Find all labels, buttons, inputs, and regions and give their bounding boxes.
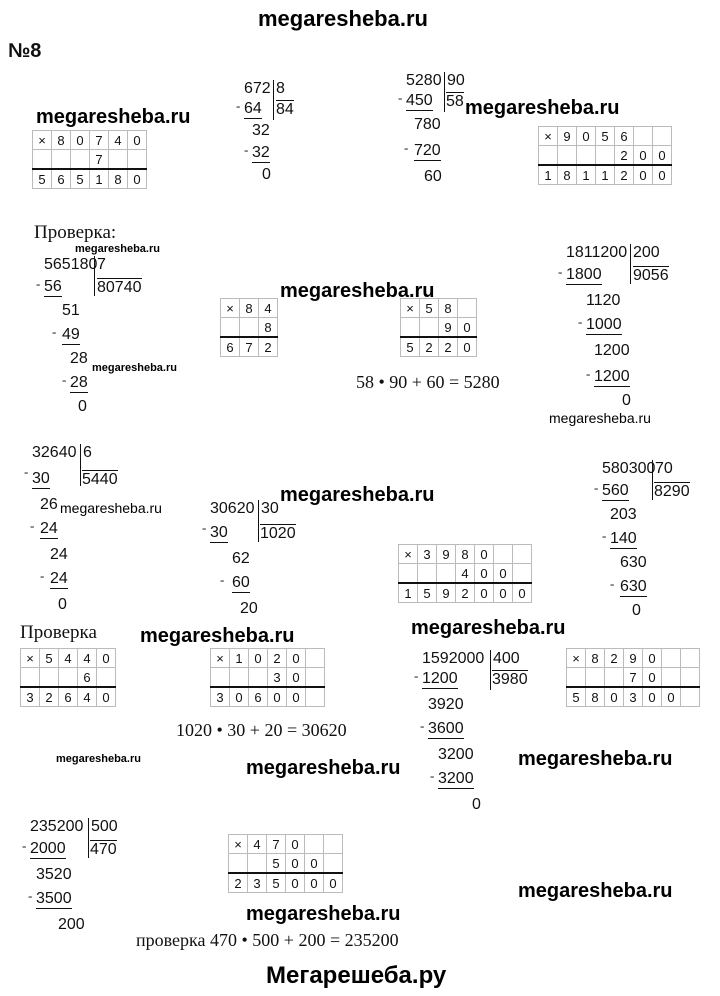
grid-cell (458, 299, 477, 318)
division-step: 1120 (586, 292, 621, 309)
grid-cell (577, 146, 596, 166)
grid-cell: 7 (240, 337, 259, 357)
grid-row (221, 337, 278, 357)
grid-cell (596, 146, 615, 166)
watermark: megaresheba.ru (75, 243, 160, 255)
quotient: 58 (446, 93, 464, 110)
grid-row (33, 169, 147, 189)
multiplication-grid (20, 648, 116, 707)
dividend: 5280 (406, 72, 442, 89)
division-step: 0 (262, 166, 271, 183)
grid-cell: × (211, 649, 230, 668)
grid-cell: 0 (230, 687, 249, 707)
grid-row (539, 146, 672, 166)
dividend: 235200 (30, 818, 84, 835)
grid-cell: 9 (558, 127, 577, 146)
multiplication-grid (228, 834, 343, 893)
grid-cell: 0 (577, 127, 596, 146)
divisor: 400 (490, 650, 520, 690)
grid-row (33, 131, 147, 150)
grid-cell: 5 (418, 583, 437, 603)
grid-cell: 0 (324, 873, 343, 893)
grid-cell: 0 (643, 687, 662, 707)
grid-row (229, 835, 343, 854)
division-step: 30 (32, 470, 50, 487)
grid-cell: 0 (305, 873, 324, 893)
division-step: 24 (50, 546, 68, 563)
grid-cell: 9 (624, 649, 643, 668)
grid-cell: 6 (221, 337, 240, 357)
grid-cell (324, 854, 343, 874)
division-step: 56 (44, 278, 62, 295)
grid-cell (306, 668, 325, 688)
division-step: 0 (78, 398, 87, 415)
division-step: 3500 (36, 890, 72, 907)
grid-cell: 5 (420, 299, 439, 318)
division-step: 0 (472, 796, 481, 813)
grid-row (21, 649, 116, 668)
grid-cell: 9 (437, 583, 456, 603)
dividend: 1592000 (422, 650, 485, 667)
grid-cell: 5 (596, 127, 615, 146)
division-step: 3600 (428, 720, 464, 737)
division-step: 32 (252, 122, 270, 139)
division-step: 200 (58, 916, 85, 933)
grid-cell (662, 668, 681, 688)
grid-cell: 6 (615, 127, 634, 146)
grid-cell: 6 (249, 687, 268, 707)
grid-cell: 4 (248, 835, 267, 854)
grid-cell: 0 (287, 649, 306, 668)
grid-cell: × (567, 649, 586, 668)
grid-cell (420, 318, 439, 338)
grid-cell: 0 (634, 146, 653, 166)
grid-row (221, 299, 278, 318)
division-step: 26 (40, 496, 58, 513)
grid-row (221, 318, 278, 338)
grid-cell: 1 (539, 165, 558, 185)
dividend: 32640 (32, 444, 77, 461)
watermark: megaresheba.ru (36, 106, 191, 128)
grid-cell: 9 (437, 545, 456, 564)
multiplication-grid (538, 126, 672, 185)
divisor: 70 (652, 460, 673, 500)
division-step: 1800 (566, 266, 602, 283)
check-equation: 58 • 90 + 60 = 5280 (356, 372, 500, 392)
grid-cell: 7 (90, 150, 109, 170)
grid-cell: 0 (97, 687, 116, 707)
grid-cell: 0 (249, 649, 268, 668)
grid-cell: 0 (128, 169, 147, 189)
grid-cell: 0 (286, 835, 305, 854)
grid-cell: 6 (52, 169, 71, 189)
division-step: 62 (232, 550, 250, 567)
grid-cell: 0 (128, 131, 147, 150)
dividend: 672 (244, 80, 271, 97)
division-step: 64 (244, 100, 262, 117)
check-equation-line (136, 930, 399, 951)
watermark: megaresheba.ru (246, 757, 401, 779)
grid-cell (248, 854, 267, 874)
grid-cell: 2 (456, 583, 475, 603)
division-step: 28 (70, 350, 88, 367)
grid-cell: 8 (52, 131, 71, 150)
grid-cell: 8 (240, 299, 259, 318)
grid-cell: 0 (305, 854, 324, 874)
check-label: Проверка (20, 622, 97, 643)
multiplication-grid (400, 298, 477, 357)
grid-cell: 2 (605, 649, 624, 668)
quotient: 3980 (492, 671, 528, 688)
grid-cell: 0 (662, 687, 681, 707)
grid-cell: 0 (643, 668, 662, 688)
grid-cell: 0 (286, 873, 305, 893)
grid-cell: 3 (248, 873, 267, 893)
grid-cell (653, 127, 672, 146)
grid-row (539, 165, 672, 185)
dividend: 580300 (602, 460, 656, 477)
watermark: megaresheba.ru (280, 280, 435, 302)
grid-cell (33, 150, 52, 170)
grid-cell: 0 (643, 649, 662, 668)
grid-cell (128, 150, 147, 170)
quotient: 84 (276, 101, 294, 118)
dividend: 565180 (44, 256, 98, 273)
grid-cell: 4 (78, 649, 97, 668)
grid-cell: 0 (268, 687, 287, 707)
division-step: 3920 (428, 696, 464, 713)
grid-cell (71, 150, 90, 170)
grid-cell (97, 668, 116, 688)
division-step: 1000 (586, 316, 622, 333)
division-step: 1200 (422, 670, 458, 687)
division-step: 30 (210, 524, 228, 541)
watermark: megaresheba.ru (549, 410, 651, 426)
quotient: 8290 (654, 483, 690, 500)
grid-cell: 2 (259, 337, 278, 357)
division-step: 630 (620, 554, 647, 571)
divisor: 7 (94, 256, 141, 296)
grid-cell (249, 668, 268, 688)
division-step: 140 (610, 530, 637, 547)
grid-cell: 5 (267, 873, 286, 893)
watermark: megaresheba.ru (140, 625, 295, 647)
division-step: 560 (602, 482, 629, 499)
grid-cell: 3 (268, 668, 287, 688)
grid-cell: 0 (653, 165, 672, 185)
grid-cell: 0 (287, 687, 306, 707)
grid-cell: 8 (558, 165, 577, 185)
divisor: 90 (444, 72, 465, 112)
grid-cell: 1 (399, 583, 418, 603)
grid-cell (229, 854, 248, 874)
grid-cell: 4 (259, 299, 278, 318)
grid-cell: 2 (615, 146, 634, 166)
division-step: 203 (610, 506, 637, 523)
multiplication-grid (566, 648, 700, 707)
grid-cell: × (33, 131, 52, 150)
grid-cell (306, 687, 325, 707)
watermark: megaresheba.ru (56, 753, 141, 765)
watermark: megaresheba.ru (280, 484, 435, 506)
grid-cell: 0 (475, 545, 494, 564)
check-equation: 1020 • 30 + 20 = 30620 (176, 720, 347, 740)
division-step: 780 (414, 116, 441, 133)
grid-cell: 2 (615, 165, 634, 185)
grid-cell: 2 (268, 649, 287, 668)
watermark: megaresheba.ru (518, 880, 673, 902)
grid-cell: 8 (439, 299, 458, 318)
site-footer: Мегарешеба.ру (266, 962, 447, 989)
divisor: 6 (80, 444, 92, 486)
grid-row (33, 150, 147, 170)
watermark: megaresheba.ru (92, 362, 177, 374)
grid-cell: 5 (401, 337, 420, 357)
division-step: 3200 (438, 770, 474, 787)
grid-cell: 2 (229, 873, 248, 893)
watermark: megaresheba.ru (518, 748, 673, 770)
grid-cell: 7 (624, 668, 643, 688)
grid-cell (230, 668, 249, 688)
grid-cell: 3 (211, 687, 230, 707)
grid-row (401, 337, 477, 357)
division-step: 3520 (36, 866, 72, 883)
grid-cell: 4 (456, 564, 475, 584)
division-step: 32 (252, 144, 270, 161)
grid-cell: 7 (90, 131, 109, 150)
grid-cell: 1 (230, 649, 249, 668)
grid-cell: 5 (33, 169, 52, 189)
grid-cell (59, 668, 78, 688)
grid-cell: 7 (267, 835, 286, 854)
grid-cell: 4 (78, 687, 97, 707)
grid-cell (605, 668, 624, 688)
division-step: 0 (622, 392, 631, 409)
grid-row (567, 649, 700, 668)
division-step: 20 (240, 600, 258, 617)
grid-cell (306, 649, 325, 668)
grid-cell: × (539, 127, 558, 146)
grid-cell: 4 (59, 649, 78, 668)
grid-row (401, 299, 477, 318)
multiplication-grid (220, 298, 278, 357)
division-step: 24 (50, 570, 68, 587)
multiplication-grid (210, 648, 325, 707)
grid-cell: 3 (21, 687, 40, 707)
grid-cell: 6 (78, 668, 97, 688)
grid-cell (513, 545, 532, 564)
grid-cell: × (229, 835, 248, 854)
grid-cell: 5 (267, 854, 286, 874)
grid-row (539, 127, 672, 146)
grid-cell: 1 (90, 169, 109, 189)
grid-cell (21, 668, 40, 688)
grid-cell: 0 (494, 564, 513, 584)
division-step: 60 (232, 574, 250, 591)
grid-cell: 1 (596, 165, 615, 185)
divisor: 500 (88, 818, 118, 858)
site-header[interactable]: megaresheba.ru (258, 6, 428, 31)
grid-cell: 0 (605, 687, 624, 707)
grid-row (211, 668, 325, 688)
division-step: 630 (620, 578, 647, 595)
grid-cell (109, 150, 128, 170)
grid-cell: 8 (586, 687, 605, 707)
grid-cell (681, 668, 700, 688)
grid-cell: 8 (259, 318, 278, 338)
check-prefix: проверка (136, 930, 206, 950)
grid-cell: 5 (567, 687, 586, 707)
grid-cell: 0 (458, 318, 477, 338)
grid-cell: 1 (577, 165, 596, 185)
division-step: 28 (70, 374, 88, 391)
grid-row (211, 687, 325, 707)
division-step: 0 (632, 602, 641, 619)
grid-cell (558, 146, 577, 166)
grid-cell: 0 (494, 583, 513, 603)
grid-cell: 9 (439, 318, 458, 338)
grid-cell (52, 150, 71, 170)
grid-cell: × (401, 299, 420, 318)
grid-cell (494, 545, 513, 564)
grid-cell: 3 (624, 687, 643, 707)
grid-cell (211, 668, 230, 688)
divisor: 8 (273, 80, 285, 120)
grid-cell (40, 668, 59, 688)
quotient: 1020 (260, 525, 296, 542)
grid-row (229, 873, 343, 893)
grid-cell: 0 (71, 131, 90, 150)
check-label: Проверка: (34, 222, 117, 243)
grid-cell: 0 (97, 649, 116, 668)
grid-row (567, 687, 700, 707)
division-step: 0 (58, 596, 67, 613)
multiplication-grid (32, 130, 147, 189)
grid-cell: 0 (513, 583, 532, 603)
grid-cell: 3 (418, 545, 437, 564)
task-number: №8 (8, 40, 42, 62)
grid-cell: 0 (634, 165, 653, 185)
grid-cell (399, 564, 418, 584)
divisor: 200 (630, 244, 660, 284)
grid-row (567, 668, 700, 688)
grid-row (399, 564, 532, 584)
grid-cell: 8 (586, 649, 605, 668)
grid-cell: 0 (475, 583, 494, 603)
quotient: 470 (90, 841, 117, 858)
grid-cell (240, 318, 259, 338)
dividend: 30620 (210, 500, 255, 517)
division-step: 60 (424, 168, 442, 185)
grid-cell: 8 (109, 169, 128, 189)
quotient: 5440 (82, 471, 118, 488)
grid-cell: 0 (286, 854, 305, 874)
grid-row (399, 583, 532, 603)
grid-cell (567, 668, 586, 688)
grid-cell (513, 564, 532, 584)
division-step: 1200 (594, 342, 630, 359)
grid-cell: 4 (109, 131, 128, 150)
division-step: 24 (40, 520, 58, 537)
grid-cell: × (221, 299, 240, 318)
grid-row (21, 668, 116, 688)
multiplication-grid (398, 544, 532, 603)
division-step: 3200 (438, 746, 474, 763)
grid-cell (305, 835, 324, 854)
grid-cell (437, 564, 456, 584)
grid-cell (401, 318, 420, 338)
grid-cell (418, 564, 437, 584)
grid-row (21, 687, 116, 707)
grid-cell (324, 835, 343, 854)
grid-row (401, 318, 477, 338)
division-step: 450 (406, 92, 433, 109)
quotient: 80740 (97, 279, 142, 296)
grid-cell (634, 127, 653, 146)
watermark: megaresheba.ru (465, 97, 620, 119)
grid-row (399, 545, 532, 564)
quotient: 9056 (633, 267, 669, 284)
grid-cell: × (399, 545, 418, 564)
grid-cell: 2 (40, 687, 59, 707)
grid-cell: 0 (458, 337, 477, 357)
grid-cell (681, 649, 700, 668)
grid-cell: 5 (71, 169, 90, 189)
watermark: megaresheba.ru (246, 903, 401, 925)
grid-cell: 2 (439, 337, 458, 357)
grid-cell: 5 (40, 649, 59, 668)
grid-cell: 0 (287, 668, 306, 688)
grid-cell: 2 (420, 337, 439, 357)
grid-cell (221, 318, 240, 338)
division-step: 49 (62, 326, 80, 343)
grid-cell (586, 668, 605, 688)
dividend: 1811200 (566, 244, 628, 261)
grid-row (229, 854, 343, 874)
check-equation: 470 • 500 + 200 = 235200 (209, 930, 399, 950)
divisor: 30 (258, 500, 279, 542)
grid-cell: 0 (653, 146, 672, 166)
grid-cell: 6 (59, 687, 78, 707)
division-step: 720 (414, 142, 441, 159)
grid-cell: 0 (475, 564, 494, 584)
division-step: 1200 (594, 368, 630, 385)
grid-cell (681, 687, 700, 707)
grid-cell (662, 649, 681, 668)
division-step: 2000 (30, 840, 66, 857)
division-step: 51 (62, 302, 80, 319)
watermark: megaresheba.ru (411, 617, 566, 639)
watermark: megaresheba.ru (60, 500, 162, 516)
grid-cell: × (21, 649, 40, 668)
grid-cell: 8 (456, 545, 475, 564)
grid-cell (539, 146, 558, 166)
grid-row (211, 649, 325, 668)
